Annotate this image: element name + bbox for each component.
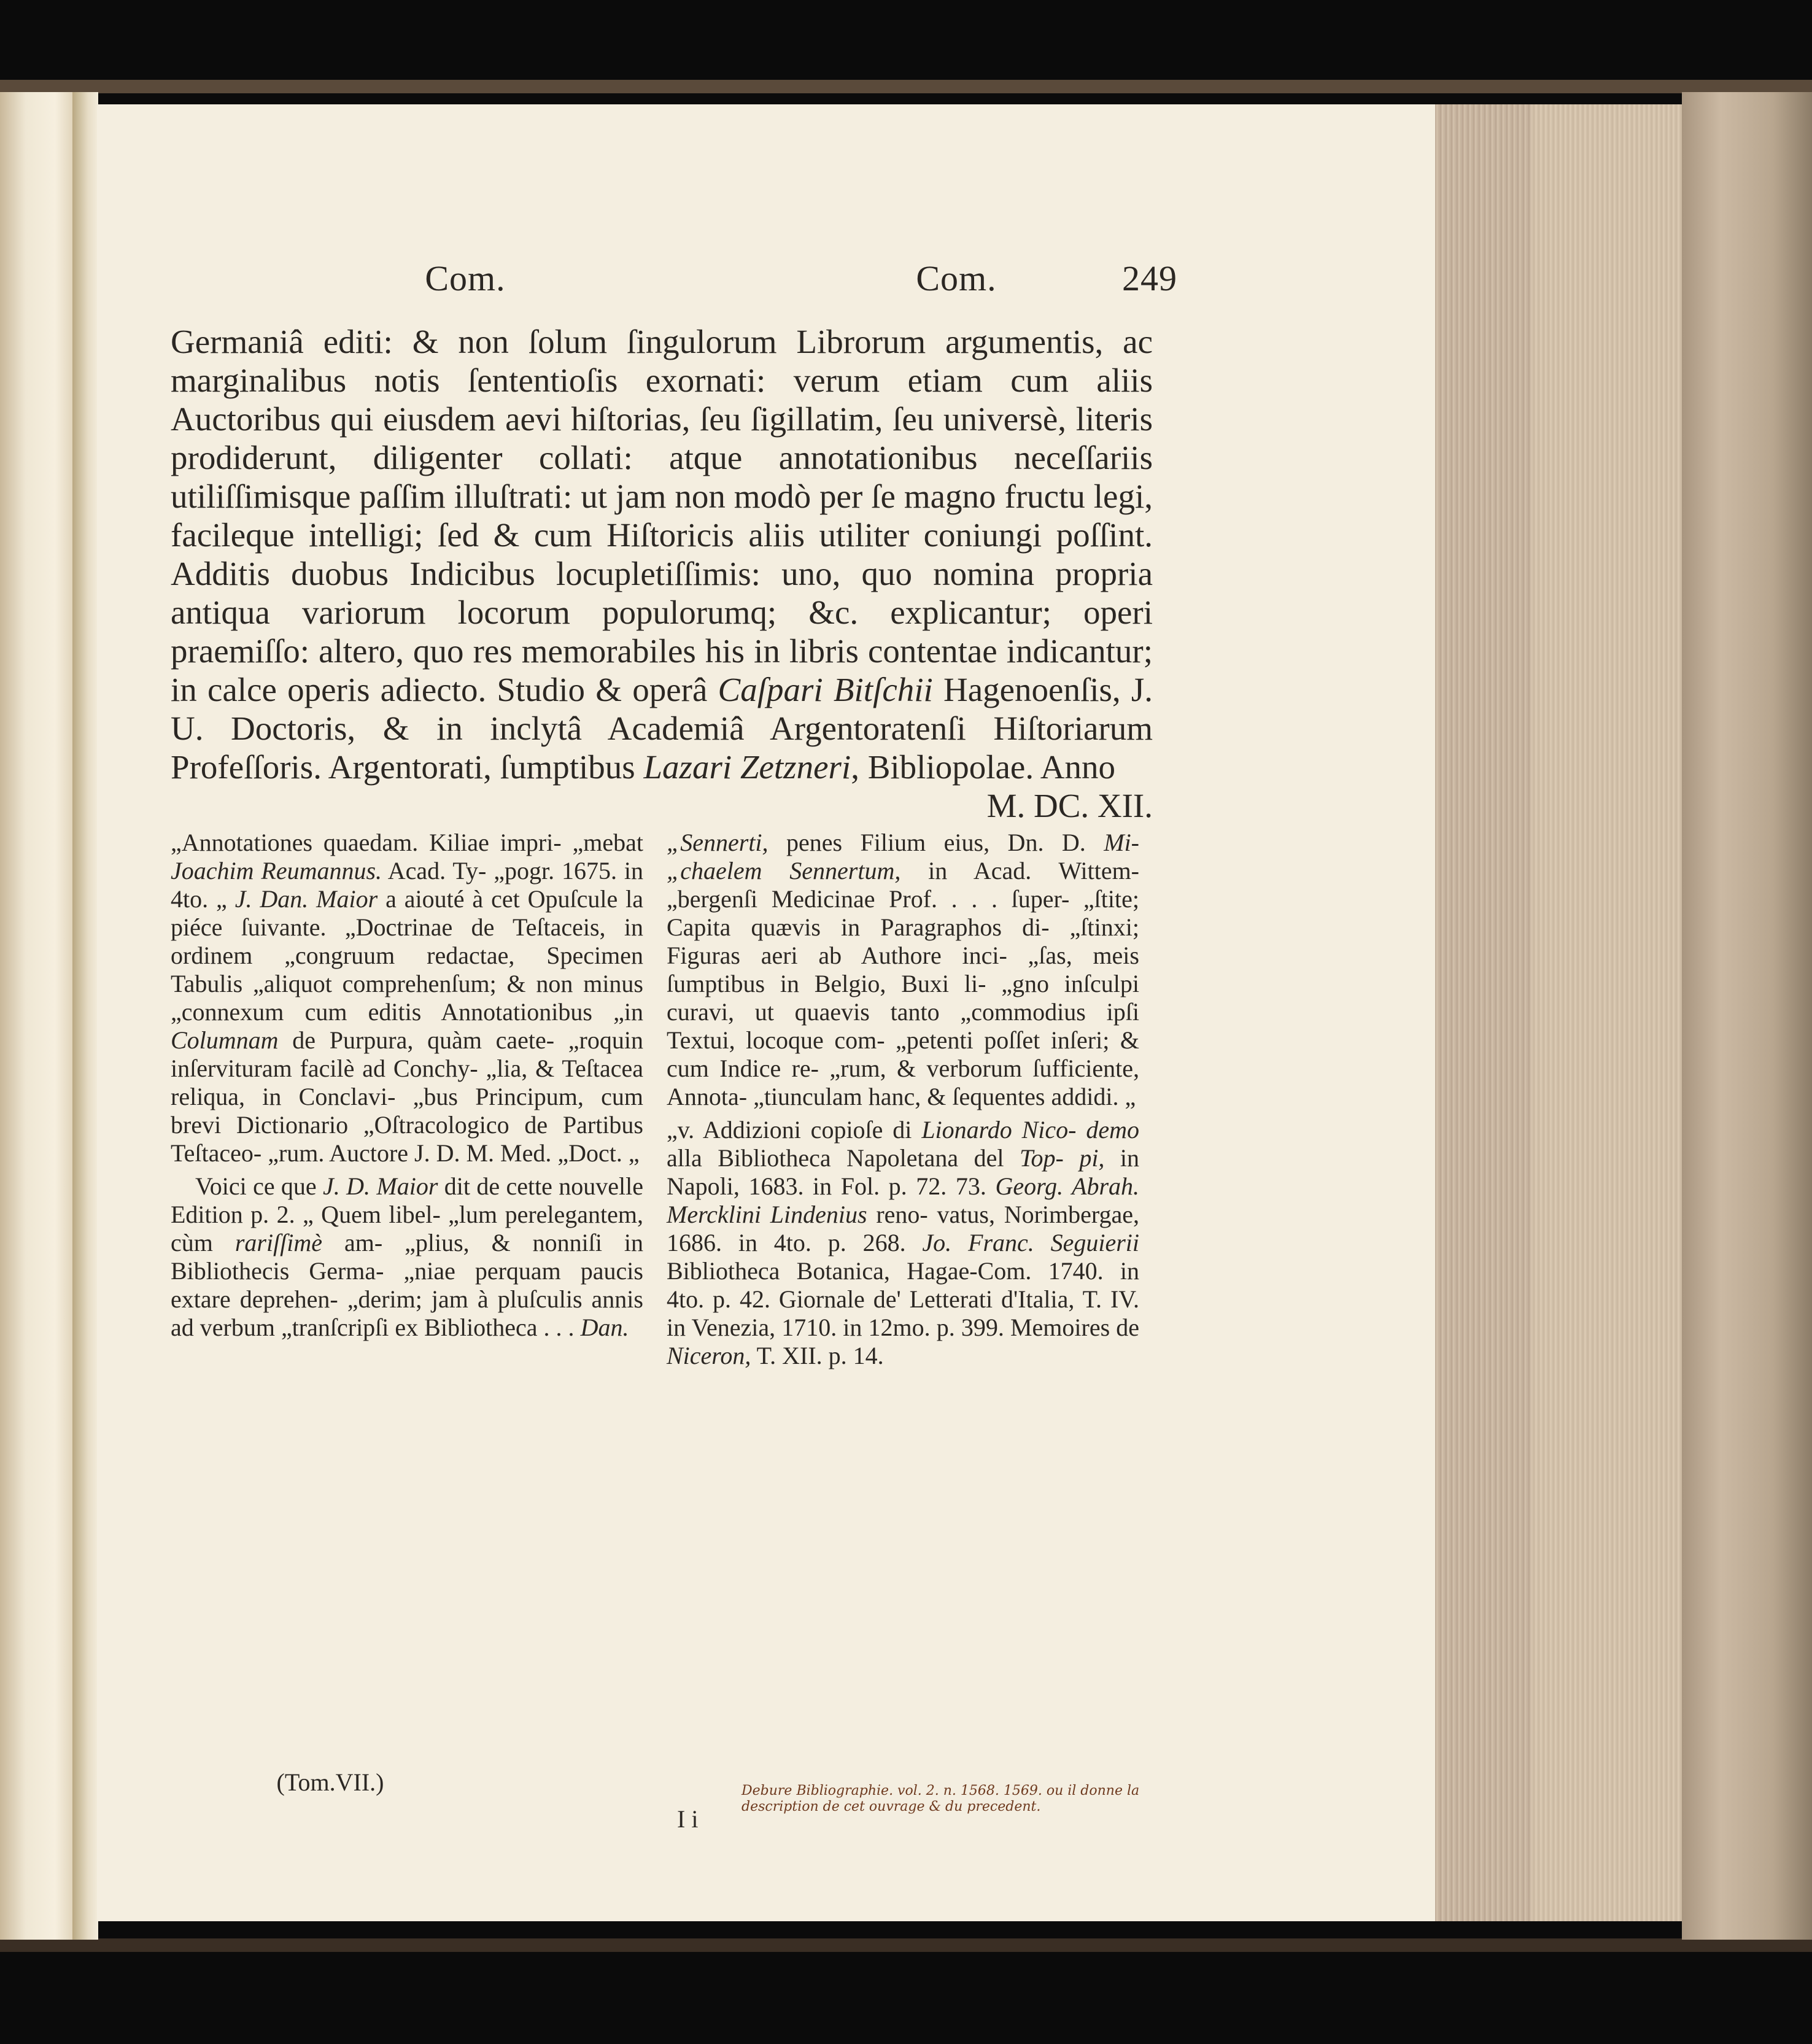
author-name: Caſpari Bitſchii (718, 671, 933, 708)
handwritten-note: Debure Bibliographie. vol. 2. n. 1568. 1569. ou il donne la description de cet ouvrage & du precedent. (741, 1783, 1140, 1814)
left-text-4: de Purpura, quàm caete- „roquin inſervituram facilè ad Conchy- „lia, & Teſtacea reliqua, in Conclavi- „bus Principum, cum brevi Dictionario „Oſtracologico de Partibus Teſtaceo- „rum. Auctore J. D. M. Med. „Doct. „ (171, 1026, 643, 1167)
right-text-1: penes Filium eius, Dn. D. (786, 829, 1086, 856)
publisher-name: Lazari Zetzneri (643, 748, 851, 786)
running-head-right: Com. (916, 258, 997, 298)
right-name-2: Mi- „chaelem Sennertum, (667, 829, 1140, 885)
page-block-edge (1433, 104, 1538, 1921)
right-text-8: T. XII. p. 14. (756, 1342, 884, 1369)
left-text-7: am- „plius, & nonniſi in Bibliothecis Germa- „niae perquam paucis extare deprehen- „derim; jam à pluſculis annis ad verbum „tranſcripſi ex Bibliotheca . . . (171, 1229, 644, 1341)
right-text-4: alla Bibliotheca Napoletana del (667, 1144, 1004, 1172)
book-cover-bottom (0, 1938, 1812, 1952)
left-page-edge (0, 92, 74, 1940)
running-head-left: Com. (425, 258, 506, 298)
book-cover-top (0, 80, 1812, 93)
left-name-3: Columnam (171, 1026, 279, 1054)
right-text-2: in Acad. Wittem- „bergenſi Medicinae Prof. . . . ſuper- „ſtite; Capita quævis in Paragraphos di- „ſtinxi; Figuras aeri ab Authore inci- „ſas, meis ſumptibus in Belgio, Buxi li- „gno inſculpi curavi, ut quaevis tanto „commodius ipſi Textui, locoque com- „petenti poſſet inſeri; & cum Indice re- „rum, & verborum ſufficiente, Annota- „tiunculam hanc, & ſequentes addidi. „ (667, 857, 1139, 1110)
left-name-4: J. D. Maior (323, 1172, 438, 1200)
publication-year: M. DC. XII. (986, 787, 1153, 824)
right-text-5: in Napoli, 1683. in Fol. p. 72. 73. (667, 1144, 1140, 1200)
book-cover-right (1682, 92, 1812, 1940)
left-name-1: Joachim Reumannus. (171, 857, 382, 885)
volume-footer: (Tom.VII.) (276, 1768, 384, 1796)
right-name-4: Top- pi, (1019, 1144, 1105, 1172)
right-text-7: Bibliotheca Botanica, Hagae-Com. 1740. in 4to. p. 42. Giornale de' Letterati d'Italia, T. IV. in Venezia, 1710. in 12mo. p. 399. Memoires de (667, 1257, 1139, 1341)
signature-mark: I i (677, 1805, 699, 1833)
book-gutter (72, 92, 98, 1940)
left-name-6: Dan. (580, 1314, 629, 1341)
right-text-6: reno- vatus, Norimbergae, 1686. in 4to. p. 268. (667, 1201, 1140, 1256)
page-block-edge-outer (1531, 104, 1685, 1921)
left-text-1: „Annotationes quaedam. Kiliae impri- „mebat (171, 829, 643, 856)
right-name-6: Jo. Franc. Seguierii (922, 1229, 1140, 1256)
right-column (667, 829, 1139, 1375)
left-text-2: Acad. Ty- „pogr. 1675. in 4to. „ (171, 857, 643, 913)
left-text-5: Voici ce que (195, 1172, 317, 1200)
main-text-2: Hagenoenſis, J. U. Doctoris, & in inclytâ Academiâ Argentoratenſi Hiſtoriarum Profeſſoris. Argentorati, ſumptibus (171, 671, 1153, 786)
right-name-5: Georg. Abrah. Mercklini Lindenius (667, 1172, 1140, 1228)
right-text-3: „v. Addizioni copioſe di (667, 1116, 912, 1144)
right-name-1: „Sennerti, (667, 829, 769, 856)
main-text-3: , Bibliopolae. Anno (851, 748, 1116, 786)
left-text-6: dit de cette nouvelle Edition p. 2. „ Quem libel- „lum perelegantem, cùm (171, 1172, 644, 1256)
right-name-7: Niceron, (667, 1342, 751, 1369)
page-number: 249 (1122, 258, 1177, 298)
left-text-3: a aiouté à cet Opuſcule la piéce ſuivante. „Doctrinae de Teſtaceis, in ordinem „congruum redactae, Specimen Tabulis „aliquot comprehenſum; & non minus „connexum cum editis Annotationibus „in (171, 885, 644, 1026)
book-page (97, 104, 1435, 1921)
left-name-2: J. Dan. Maior (234, 885, 378, 913)
left-column (171, 829, 643, 1347)
main-text-1: Germaniâ editi: & non ſolum ſingulorum Librorum argumentis, ac marginalibus notis ſententioſis exornati: verum etiam cum aliis Auctoribus qui eiusdem aevi hiſtorias, ſeu ſigillatim, ſeu universè, literis prodiderunt, diligenter collati: atque annotationibus neceſſariis utiliſſimisque paſſim illuſtrati: ut jam non modò per ſe magno fructu legi, facileque intelligi; ſed & cum Hiſtoricis aliis utiliter coniungi poſſint. Additis duobus Indicibus locupletiſſimis: uno, quo nomina propria antiqua variorum locorum populorumq; &c. explicantur; operi praemiſſo: altero, quo res memorabiles his in libris contentae indicantur; in calce operis adiecto. Studio & operâ (171, 323, 1153, 708)
right-name-3: Lionardo Nico- demo (921, 1116, 1140, 1144)
left-name-5: rariſſimè (234, 1229, 323, 1256)
main-paragraph (171, 322, 1153, 825)
